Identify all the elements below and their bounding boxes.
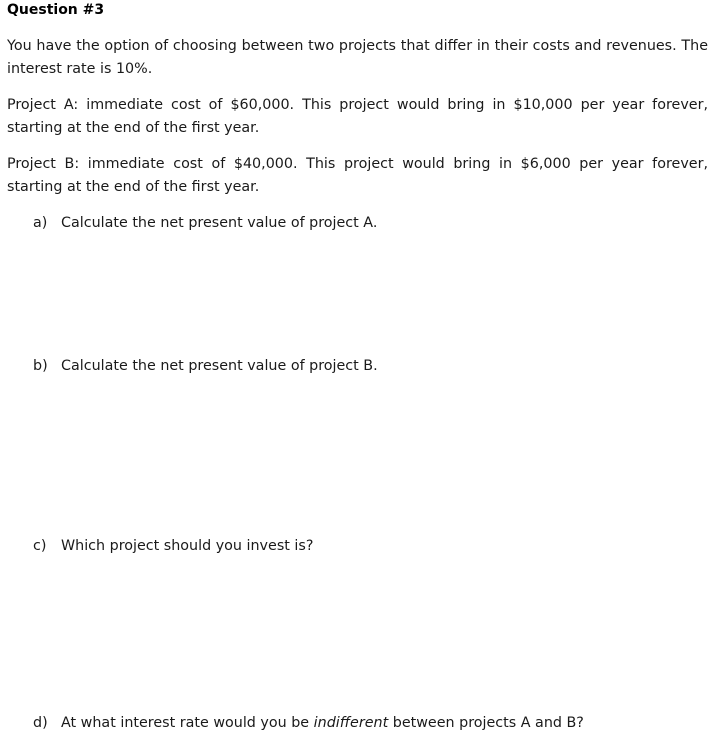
- part-c-text: Which project should you invest is?: [61, 538, 314, 554]
- part-a-marker: a): [33, 215, 48, 231]
- part-d-text-before: At what interest rate would you be: [61, 715, 314, 731]
- part-c-marker: c): [33, 538, 47, 554]
- part-a-text: Calculate the net present value of project A.: [61, 215, 378, 231]
- project-b-paragraph: Project B: immediate cost of $40,000. This project would bring in $6,000 per year forever, starting at the end of the first year.: [7, 156, 708, 195]
- part-a: [33, 213, 377, 233]
- part-c: [33, 536, 313, 556]
- part-d-marker: d): [33, 715, 48, 731]
- part-d-text-after: between projects A and B?: [388, 715, 584, 731]
- project-a-paragraph: Project A: immediate cost of $60,000. This project would bring in $10,000 per year forever, starting at the end of the first year.: [7, 97, 708, 136]
- part-d-emphasis: indifferent: [313, 715, 389, 731]
- part-b-marker: b): [33, 358, 48, 374]
- part-b: [33, 356, 378, 376]
- question-title: Question #3: [7, 2, 105, 18]
- intro-paragraph: You have the option of choosing between two projects that differ in their costs and revenues. The interest rate is 10%.: [7, 38, 708, 77]
- part-b-text: Calculate the net present value of project B.: [61, 358, 378, 374]
- part-d: [33, 713, 584, 733]
